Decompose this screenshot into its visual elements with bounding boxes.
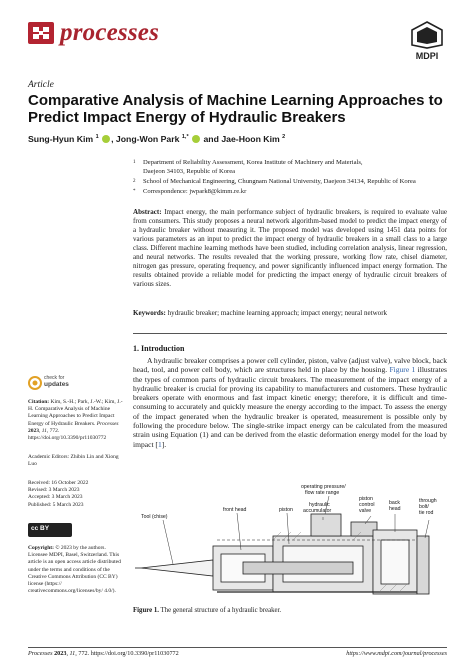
affiliation-number: *: [133, 189, 136, 194]
keywords-text: hydraulic breaker; machine learning approach; impact energy; neural network: [167, 309, 388, 317]
editors-block: [28, 454, 126, 468]
abstract: [133, 208, 447, 289]
paper-title: Comparative Analysis of Machine Learning Approaches to Predict Impact Energy of Hydraulic Breakers: [28, 92, 443, 126]
affiliation-line: School of Mechanical Engineering, Chungnam National University, Daejeon 34134, Republic of Korea: [143, 178, 416, 185]
correspondence-email[interactable]: Correspondence: jwpark8@kimm.re.kr: [143, 188, 247, 195]
check-updates-text[interactable]: check for: [44, 375, 65, 381]
author-name[interactable]: Jong-Won Park: [115, 134, 180, 144]
figure-caption-label: Figure 1.: [133, 607, 159, 614]
label-control: control: [359, 502, 375, 508]
dates-block: [28, 480, 126, 509]
divider: [133, 333, 447, 334]
revised-date: Revised: 3 March 2023: [28, 487, 80, 494]
affiliation-2: [133, 178, 448, 187]
editors-label: Academic Editors:: [28, 454, 70, 460]
author-separator: and: [201, 134, 222, 144]
affiliation-line: Department of Reliability Assessment, Korea Institute of Machinery and Materials,: [143, 159, 363, 166]
author-affiliation-mark: 2: [282, 134, 286, 141]
label-back: back: [389, 500, 400, 506]
accepted-date: Accepted: 3 March 2023: [28, 494, 83, 501]
label-hydraulic: hydraulic: [309, 502, 330, 508]
figure-caption-text: The general structure of a hydraulic breaker.: [160, 607, 282, 614]
intro-text: ].: [161, 439, 167, 449]
figure-caption: [133, 607, 281, 614]
author-separator: ,: [111, 134, 116, 144]
author-affiliation-mark: 1,*: [181, 134, 189, 141]
footer-citation: Processes 2023, 11, 772. https://doi.org/10.3390/pr11030772: [28, 650, 179, 657]
received-date: Received: 16 October 2022: [28, 480, 89, 486]
citation-journal: Processes: [96, 420, 119, 427]
label-flow-rate: flow rate range: [305, 490, 340, 496]
orcid-icon[interactable]: [192, 135, 200, 143]
label-valve: valve: [359, 508, 372, 514]
citation-doi[interactable]: , 772. https://doi.org/10.3390/pr11030772: [28, 427, 107, 442]
intro-paragraph: [133, 356, 447, 449]
abstract-text: Impact energy, the main performance subject of hydraulic breakers, is required to evaluate value from consumers. This study proposes a neural network algorithm-based model to predict the impact energy of a hydraulic breaker without measuring it. The proposed model was developed using 1451 data points for various parameters as an input to predict the impact energy of hydraulic breakers in a small class to a large class. Different machine learning methods have been studied, including correlation analysis, linear regression, and neural networks. The results revealed that the working pressure, working flow rate, chisel diameter, nitrogen gas pressure, operating frequency, and power significantly influenced impact energy formation. The results obtained provide a reliable model for predicting the impact energy of hydraulic circuit breakers of various sizes.: [133, 208, 447, 288]
publisher-name: MDPI: [415, 51, 439, 61]
affiliation-correspondence: [133, 188, 443, 197]
affiliation-number: 2: [133, 179, 136, 184]
label-bolt: bolt/: [419, 504, 429, 510]
check-for-updates-icon[interactable]: [28, 376, 42, 390]
label-head: head: [389, 506, 401, 512]
author-list: [28, 134, 285, 144]
hydraulic-breaker-diagram: [133, 480, 447, 598]
label-through: through: [419, 498, 437, 504]
copyright-text: © 2023 by the authors. Licensee MDPI, Basel, Switzerland. This article is an open access article distributed under the terms and conditions of the Creative Commons Attribution (CC BY) license (https:// creativecommons.org/licenses/by/ 4.0/).: [28, 545, 121, 595]
author-name[interactable]: Jae-Hoon Kim: [221, 134, 280, 144]
keywords: [133, 309, 447, 318]
footer-year: 2023: [54, 650, 67, 657]
journal-name[interactable]: processes: [60, 19, 160, 46]
processes-logo-icon: [28, 22, 54, 44]
footer-journal: Processes: [28, 650, 53, 657]
label-tie-rod: tie rod: [419, 510, 434, 516]
affiliation-line: Daejeon 34103, Republic of Korea: [143, 167, 236, 175]
figure-link[interactable]: Figure 1: [389, 365, 416, 375]
label-tool: Tool (chise): [141, 514, 168, 520]
cc-license-label: cc BY: [31, 525, 50, 532]
editors-text: Zhibin Lin and Xiong Luo: [28, 454, 119, 468]
citation-label: Citation:: [28, 399, 50, 405]
section-heading: 1. Introduction: [133, 344, 185, 353]
citation-block: Citation: Kim, S.-H.; Park, J.-W.; Kim, J.-H. Comparative Analysis of Machine Learning Approaches to Predict Impact Energy of Hydraulic Breakers. Processes 2023, 11, 772. https://doi.org/10.3390/pr11030772: [28, 399, 123, 442]
footer-volume: 11: [69, 650, 76, 657]
citation-volume: 11: [41, 427, 47, 434]
affiliation-1: [133, 159, 443, 177]
citation-text: Kim, S.-H.; Park, J.-W.; Kim, J.-H. Comparative Analysis of Machine Learning Approaches to Predict Impact Energy of Hydraulic Breakers.: [28, 399, 123, 427]
intro-text: A hydraulic breaker comprises a power cell cylinder, piston, valve (adjust valve), valve block, back head, tool, and power cell body, which are structures held in place by the housing.: [133, 356, 447, 375]
abstract-label: Abstract:: [133, 208, 162, 216]
label-piston-control: piston: [359, 496, 373, 502]
check-updates-text[interactable]: updates: [44, 381, 69, 388]
article-type: Article: [28, 80, 54, 90]
label-operating-pressure: operating pressure/: [301, 484, 346, 490]
reference-link[interactable]: 1: [157, 439, 162, 449]
author-name[interactable]: Sung-Hyun Kim: [28, 134, 94, 144]
author-affiliation-mark: 1: [95, 134, 99, 141]
label-accumulator: accumulator: [303, 508, 332, 514]
orcid-icon[interactable]: [102, 135, 110, 143]
copyright-block: [28, 545, 126, 595]
mdpi-logo-icon[interactable]: [410, 21, 444, 49]
keywords-label: Keywords:: [133, 309, 166, 317]
citation-year: 2023: [28, 427, 39, 434]
footer-divider: [28, 647, 447, 648]
copyright-label: Copyright:: [28, 545, 54, 551]
cc-by-badge[interactable]: [28, 523, 72, 537]
journal-logo: [28, 22, 54, 44]
published-date: Published: 5 March 2023: [28, 501, 84, 508]
intro-text: illustrates the types of common parts of hydraulic circuit breakers. The measurement of the impact energy of a hydraulic breaker is crucial for proving its capability to manufacturers and customers. These hydraulic breakers operate with enormous and fast impact kinetic energy; therefore, it is difficult and time-consuming to accurately and quickly measure the energy according to the impact. To assess the energy of the impact generated when the hydraulic breaker is operated, measurement is possible only by following the procedure below. The single-strike impact energy can be calculated from the measured strain using Equation (1) and can be derived from the elastic deformation energy model for the load by impact [: [133, 365, 447, 449]
affiliation-number: 1: [133, 160, 136, 165]
footer-journal-url[interactable]: https://www.mdpi.com/journal/processes: [346, 650, 447, 657]
footer-doi[interactable]: , 772. https://doi.org/10.3390/pr11030772: [75, 650, 179, 657]
label-front-head: front head: [223, 507, 247, 513]
label-piston: piston: [279, 507, 293, 513]
